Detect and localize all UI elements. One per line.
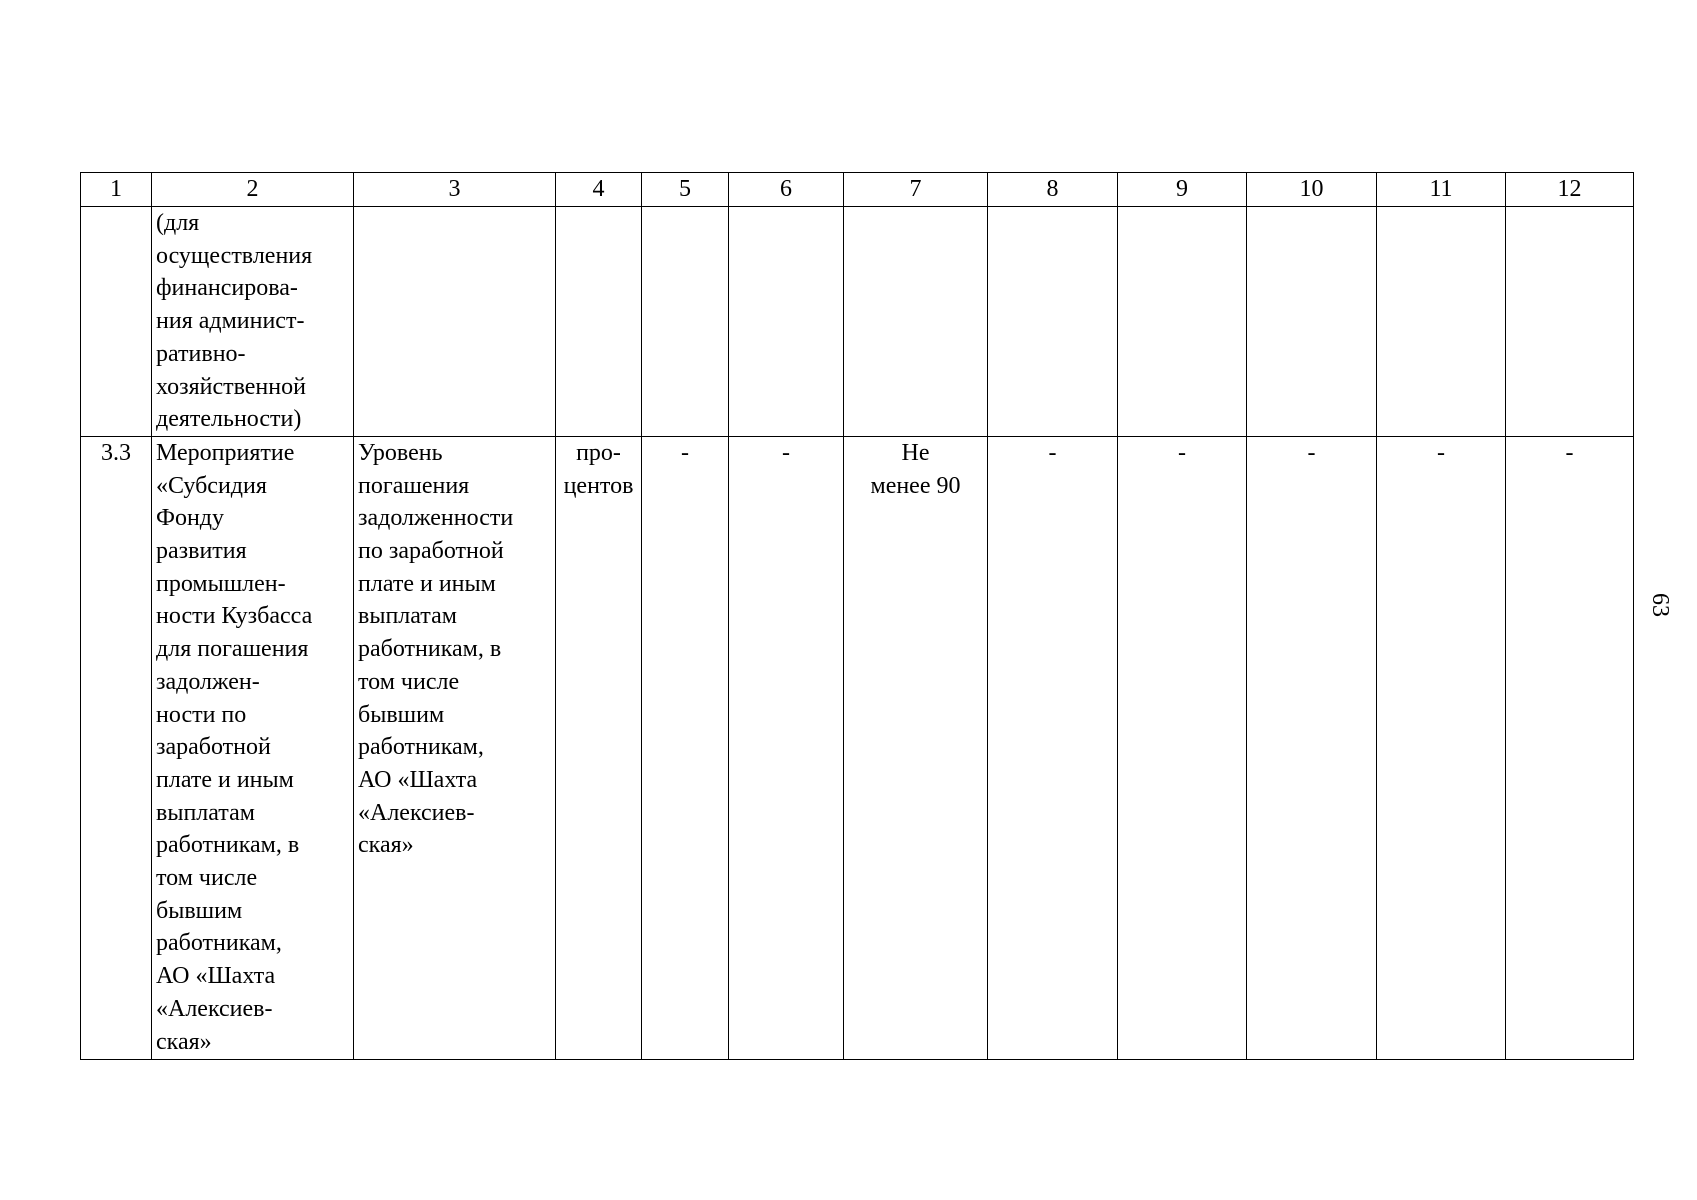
- indicator-text: Уровень погашения задолженности по заработной плате и иным выплатам работникам, в том числе бывшим работникам, АО «Шахта «Алексиев- ская»: [358, 439, 514, 859]
- unit-text: про- центов: [563, 439, 634, 499]
- cell-col8: [988, 436, 1118, 1059]
- header-cell: 6: [729, 173, 844, 207]
- col5-value: -: [681, 439, 689, 466]
- col8-value: -: [1048, 439, 1057, 466]
- cell-row-number: [81, 436, 152, 1059]
- cell-col5: [642, 436, 729, 1059]
- header-cell: 12: [1506, 173, 1634, 207]
- event-text: Мероприятие «Субсидия Фонду развития промышлен- ности Кузбасса для погашения задолжен- ности по заработной плате и иным выплатам работникам, в том числе бывшим работникам, АО «Шахта «Алексиев- ская»: [156, 439, 313, 1055]
- header-cell: 8: [988, 173, 1118, 207]
- header-cell: 1: [81, 173, 152, 207]
- cell-empty: [556, 207, 642, 437]
- cell-col11: [1377, 436, 1506, 1059]
- page-number: 63: [1647, 593, 1673, 617]
- table-row-3-3: [81, 436, 1634, 1059]
- col11-value: -: [1437, 439, 1445, 466]
- header-cell: 4: [556, 173, 642, 207]
- header-cell: 7: [844, 173, 988, 207]
- header-cell: 11: [1377, 173, 1506, 207]
- cell-empty: [1247, 207, 1377, 437]
- event-continuation-text: (для осуществления финансирова- ния админист- ративно- хозяйственной деятельности): [156, 210, 313, 433]
- cell-col7: [844, 436, 988, 1059]
- cell-empty: [1377, 207, 1506, 437]
- cell-col9: [1118, 436, 1247, 1059]
- cell-unit: [556, 436, 642, 1059]
- col6-value: -: [782, 439, 790, 466]
- indicators-table: [80, 172, 1634, 1060]
- cell-empty: [354, 207, 556, 437]
- col7-value: Не менее 90: [870, 439, 961, 499]
- cell-empty: [1506, 207, 1634, 437]
- cell-empty: [844, 207, 988, 437]
- cell-empty: [988, 207, 1118, 437]
- col9-value: -: [1178, 439, 1186, 466]
- cell-empty: [642, 207, 729, 437]
- row-number-text: 3.3: [101, 439, 131, 466]
- cell-col10: [1247, 436, 1377, 1059]
- header-cell: 3: [354, 173, 556, 207]
- cell-empty: [729, 207, 844, 437]
- header-cell: 10: [1247, 173, 1377, 207]
- header-cell: 9: [1118, 173, 1247, 207]
- cell-event: [152, 436, 354, 1059]
- table-row-continuation: [81, 207, 1634, 437]
- header-cell: 2: [152, 173, 354, 207]
- col12-value: -: [1565, 439, 1574, 466]
- col10-value: -: [1307, 439, 1316, 466]
- header-cell: 5: [642, 173, 729, 207]
- cell-col6: [729, 436, 844, 1059]
- cell-col12: [1506, 436, 1634, 1059]
- cell-empty: [1118, 207, 1247, 437]
- table-header-row: [81, 173, 1634, 207]
- cell-indicator: [354, 436, 556, 1059]
- cell-event-continuation: [152, 207, 354, 437]
- cell-empty: [81, 207, 152, 437]
